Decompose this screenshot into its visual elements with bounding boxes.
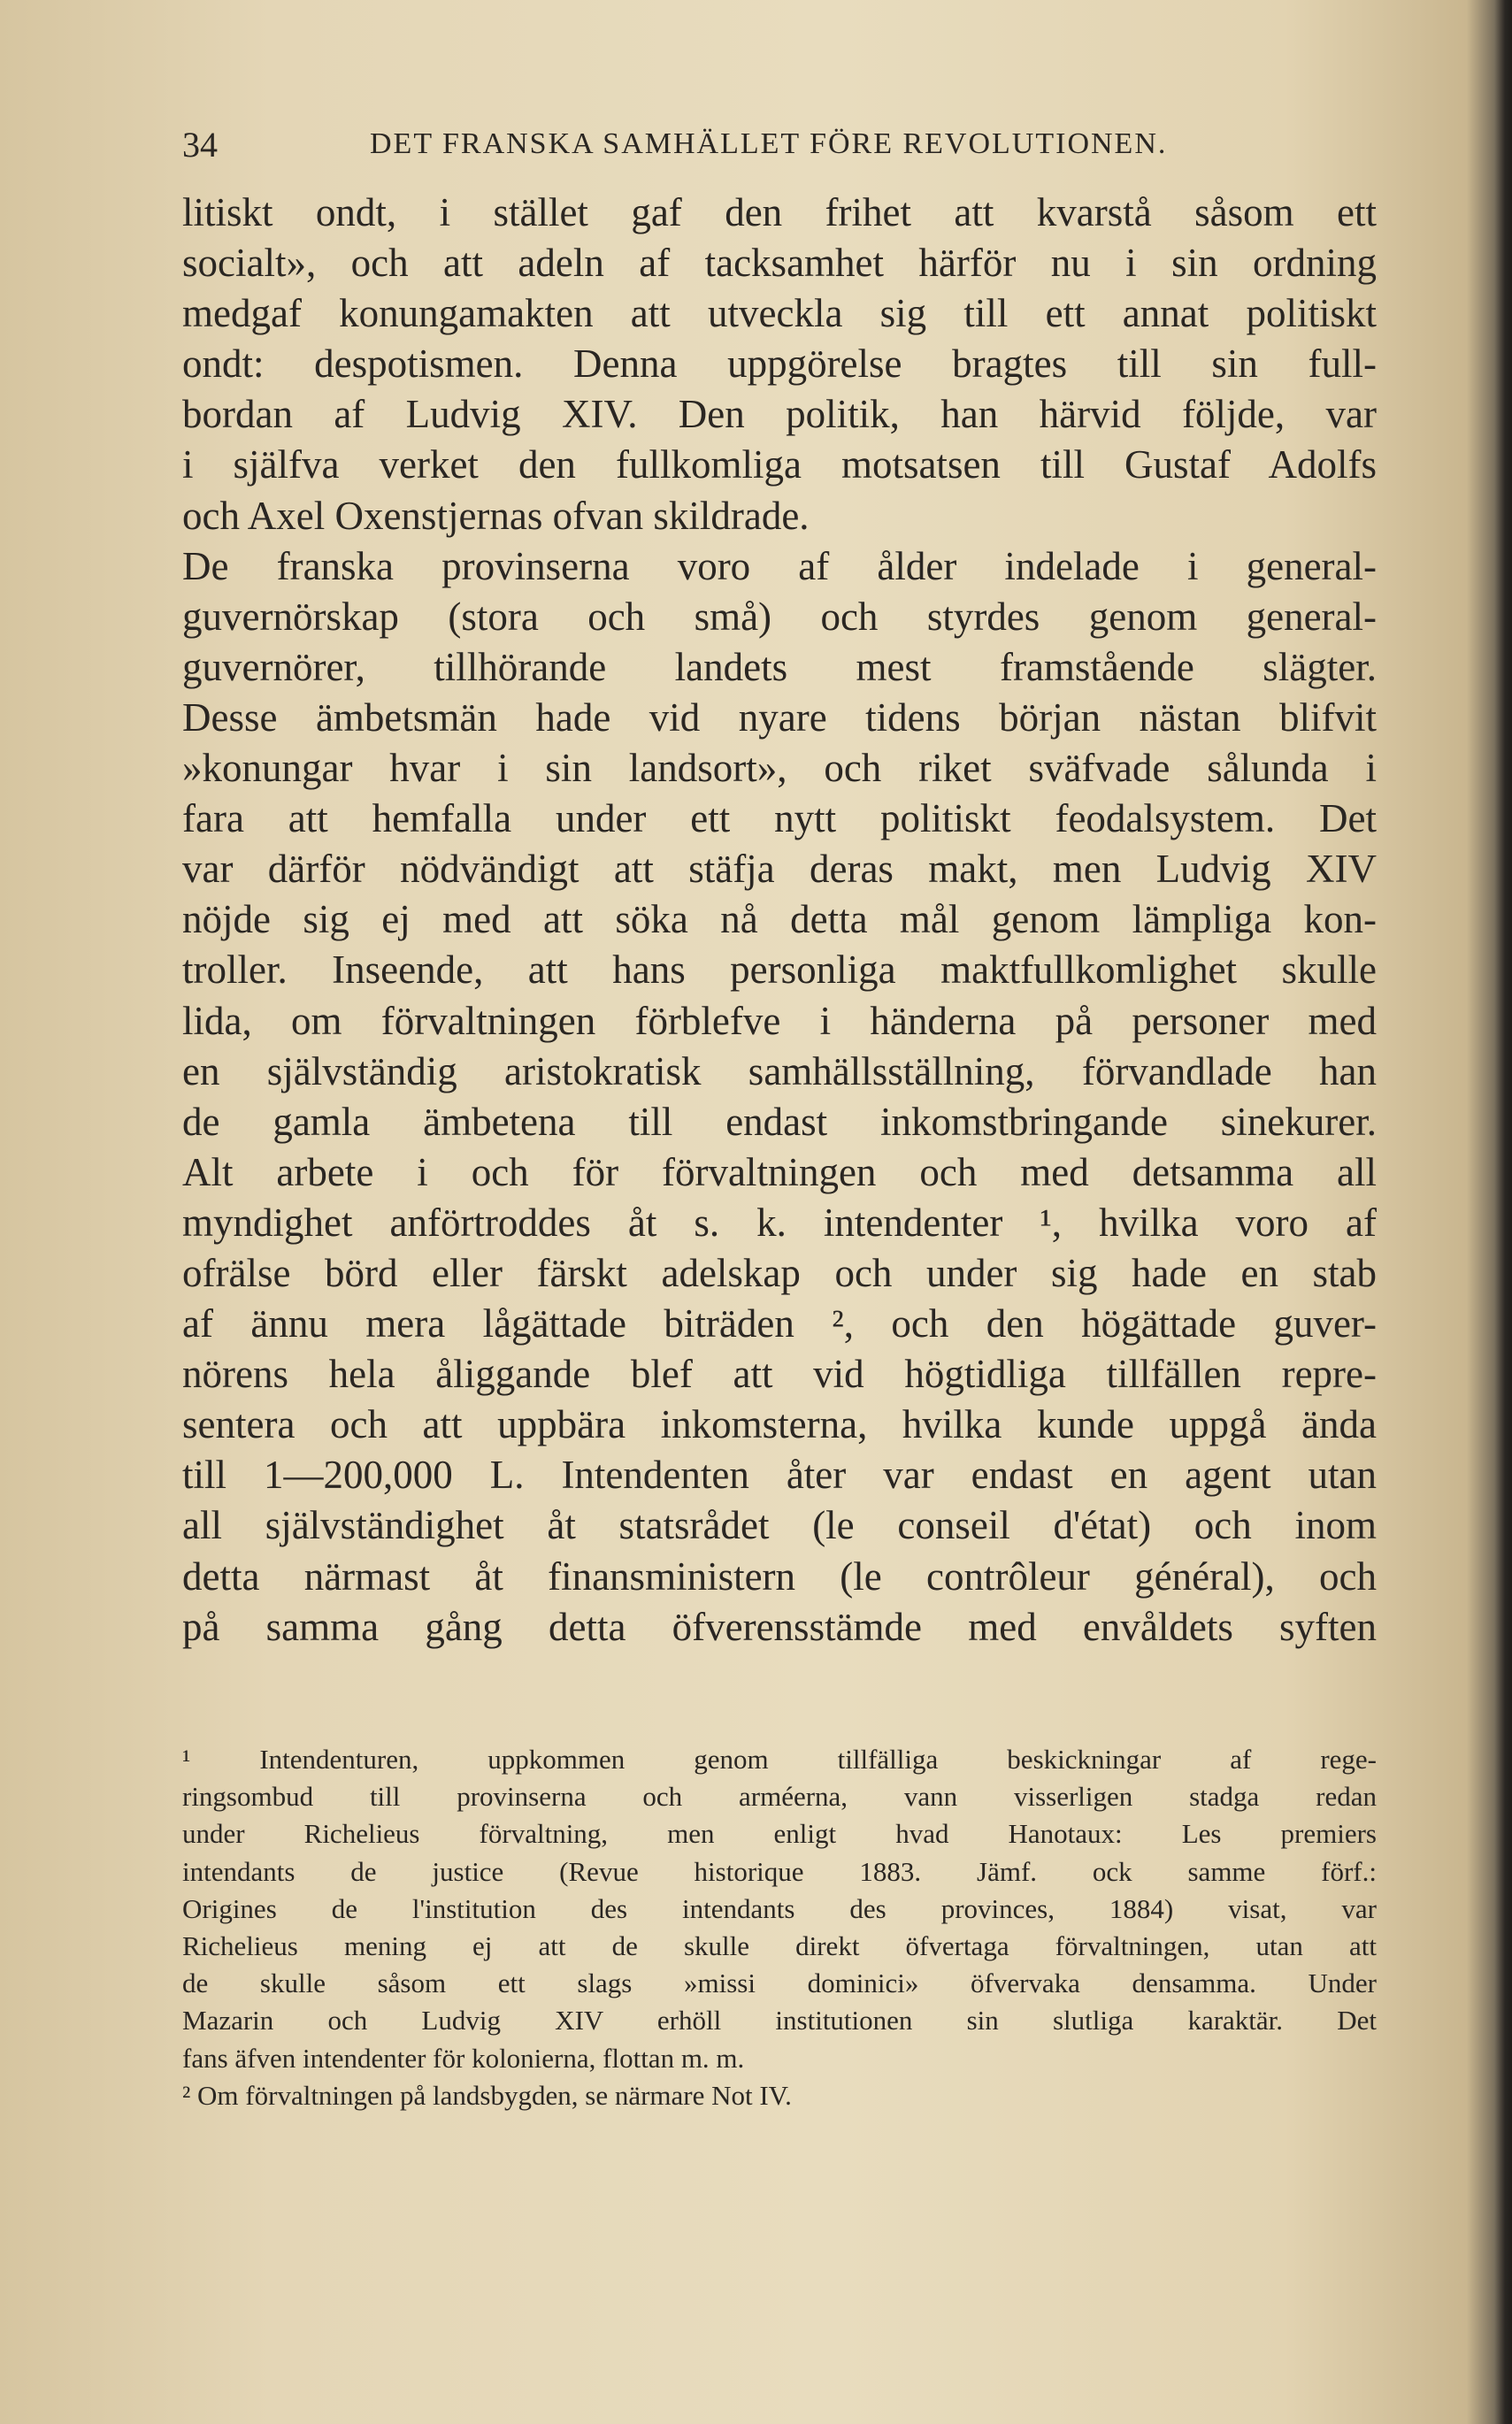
body-line: bordan af Ludvig XIV. Den politik, han härvid följde, var: [182, 392, 1377, 437]
footnote-line: Richelieus mening ej att de skulle direkt öfvertaga förvaltningen, utan att: [182, 1929, 1377, 1961]
body-line: fara att hemfalla under ett nytt politiskt feodalsystem. Det: [182, 796, 1377, 841]
body-line: nöjde sig ej med att söka nå detta mål genom lämpliga kon-: [182, 897, 1377, 942]
footnote-line: ringsombud till provinserna och arméerna, vann visserligen stadga redan: [182, 1781, 1377, 1813]
body-text: [182, 188, 1377, 1653]
footnote-line: ¹ Intendenturen, uppkommen genom tillfälliga beskickningar af rege-: [182, 1744, 1377, 1775]
body-line: troller. Inseende, att hans personliga maktfullkomlighet skulle: [182, 947, 1377, 993]
footnote-line: Mazarin och Ludvig XIV erhöll institutionen sin slutliga karaktär. Det: [182, 2005, 1377, 2037]
body-line: var därför nödvändigt att stäfja deras makt, men Ludvig XIV: [182, 847, 1377, 892]
body-line: guvernörer, tillhörande landets mest framstående slägter.: [182, 644, 1377, 689]
body-line: De franska provinserna voro af ålder indelade i general-: [182, 543, 1377, 588]
body-line: litiskt ondt, i stället gaf den frihet att kvarstå såsom ett: [182, 190, 1377, 234]
body-line: medgaf konungamakten att utveckla sig till ett annat politiskt: [182, 291, 1377, 336]
body-line: guvernörskap (stora och små) och styrdes genom general-: [182, 594, 1377, 639]
page-number: 34: [182, 125, 218, 165]
body-line: Desse ämbetsmän hade vid nyare tidens början nästan blifvit: [182, 694, 1377, 740]
book-spine-shadow: [1494, 0, 1512, 2424]
body-line: nörens hela åliggande blef att vid högtidliga tillfällen repre-: [182, 1352, 1377, 1397]
body-line: till 1—200,000 L. Intendenten åter var endast en agent utan: [182, 1453, 1377, 1498]
body-line: Alt arbete i och för förvaltningen och med detsamma all: [182, 1149, 1377, 1194]
body-line: sentera och att uppbära inkomsterna, hvilka kunde uppgå ända: [182, 1402, 1377, 1447]
body-line: af ännu mera lågättade biträden ², och den högättade guver-: [182, 1301, 1377, 1346]
body-line: all självständighet åt statsrådet (le conseil d'état) och inom: [182, 1503, 1377, 1548]
footnotes: [182, 1741, 1377, 2114]
body-line: »konungar hvar i sin landsort», och riket sväfvade sålunda i: [182, 746, 1377, 791]
body-line: de gamla ämbetena till endast inkomstbringande sinekurer.: [182, 1099, 1377, 1144]
body-line: ofrälse börd eller färskt adelskap och under sig hade en stab: [182, 1250, 1377, 1295]
page-header: [182, 124, 1377, 177]
body-line: socialt», och att adeln af tacksamhet härför nu i sin ordning: [182, 241, 1377, 286]
body-line: på samma gång detta öfverensstämde med envåldets syften: [182, 1604, 1377, 1649]
footnote-line: de skulle såsom ett slags »missi dominici» öfvervaka densamma. Under: [182, 1968, 1377, 1999]
body-line: i själfva verket den fullkomliga motsatsen till Gustaf Adolfs: [182, 442, 1377, 487]
footnote-line: intendants de justice (Revue historique 1883. Jämf. ock samme förf.:: [182, 1855, 1377, 1887]
footnote-line: fans äfven intendenter för kolonierna, flottan m. m.: [182, 2042, 745, 2074]
footnote-line: ² Om förvaltningen på landsbygden, se närmare Not IV.: [182, 2079, 792, 2111]
body-line: en självständig aristokratisk samhällsställning, förvandlade han: [182, 1048, 1377, 1093]
running-head: DET FRANSKA SAMHÄLLET FÖRE REVOLUTIONEN.: [370, 127, 1168, 160]
footnote-line: under Richelieus förvaltning, men enligt hvad Hanotaux: Les premiers: [182, 1818, 1377, 1850]
body-line: och Axel Oxenstjernas ofvan skildrade.: [182, 493, 810, 538]
body-line: myndighet anförtroddes åt s. k. intendenter ¹, hvilka voro af: [182, 1200, 1377, 1245]
body-line: lida, om förvaltningen förblefve i händerna på personer med: [182, 998, 1377, 1043]
body-line: ondt: despotismen. Denna uppgörelse bragtes till sin full-: [182, 341, 1377, 387]
body-line: detta närmast åt finansministern (le contrôleur général), och: [182, 1553, 1377, 1599]
footnote-line: Origines de l'institution des intendants des provinces, 1884) visat, var: [182, 1892, 1377, 1924]
